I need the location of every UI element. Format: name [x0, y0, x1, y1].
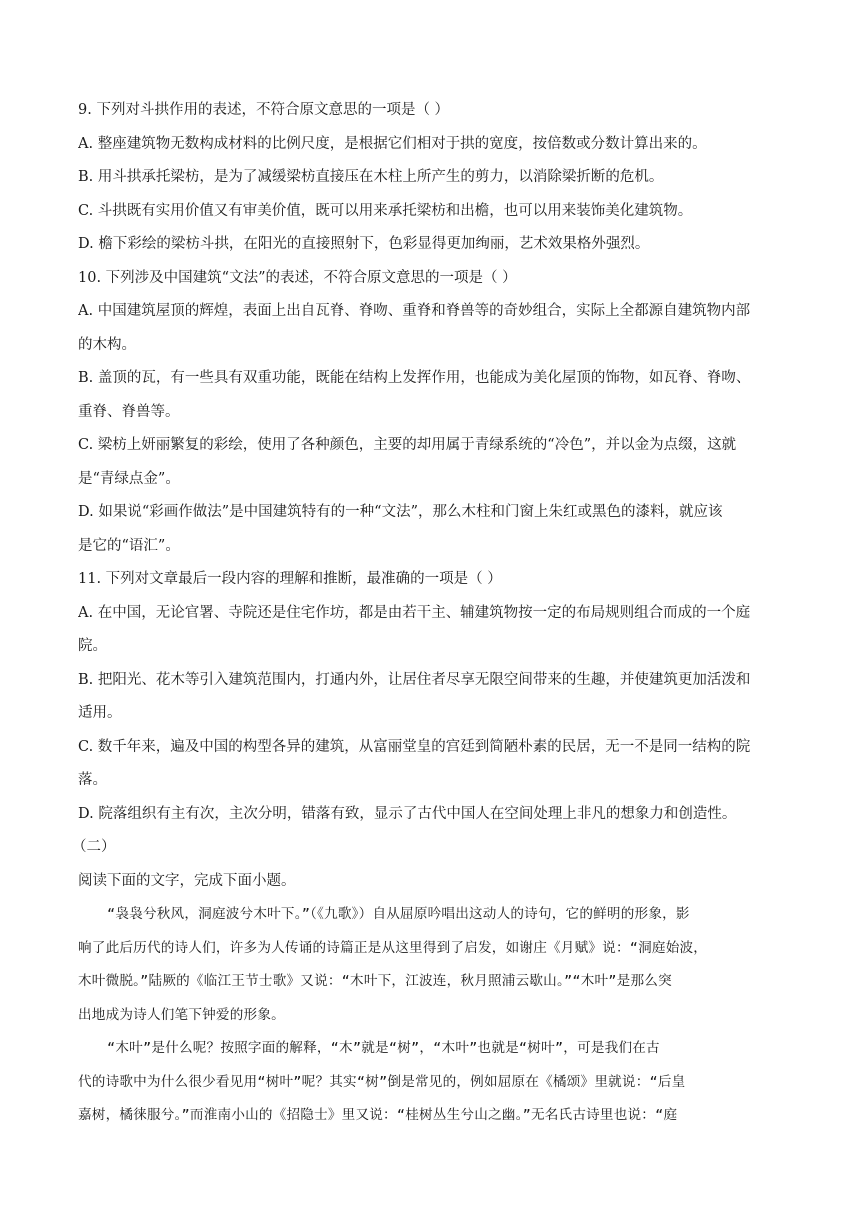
option-b-cont: 重脊、脊兽等。 — [78, 403, 180, 420]
option-d: D. 檐下彩绘的梁枋斗拱，在阳光的直接照射下，色彩显得更加绚丽，艺术效果格外强烈。 — [78, 236, 650, 252]
option-b: B. 用斗拱承托梁枋，是为了减缓梁枋直接压在木柱上所产生的剪力，以消除梁折断的危机。 — [78, 169, 664, 185]
question-stem: 11. 下列对文章最后一段内容的理解和推断，最准确的一项是（ ） — [78, 571, 502, 587]
option-c-cont: 是“青绿点金”。 — [78, 470, 180, 487]
option-d: D. 如果说“彩画作做法”是中国建筑特有的一种“文法”，那么木柱和门窗上朱红或黑色的漆料，就应该 — [78, 504, 723, 520]
passage-line: 出地成为诗人们笔下钟爱的形象。 — [78, 1006, 285, 1023]
option-b: B. 把阳光、花木等引入建筑范围内，打通内外，让居住者尽享无限空间带来的生趣，并使建筑更加活泼和 — [78, 671, 751, 688]
passage-line: 响了此后历代的诗人们，许多为人传诵的诗篇正是从这里得到了启发，如谢庄《月赋》说：“洞庭始波， — [78, 939, 708, 956]
reading-passage — [78, 898, 784, 1133]
question-11 — [78, 563, 784, 831]
question-stem: 10. 下列涉及中国建筑“文法”的表述，不符合原文意思的一项是（ ） — [78, 269, 517, 286]
section-title: （二） — [72, 839, 116, 855]
option-a: A. 在中国，无论官署、寺院还是住宅作坊，都是由若干主、辅建筑物按一定的布局规则组合而成的一个庭 — [78, 604, 751, 621]
option-c-cont: 落。 — [78, 772, 107, 788]
passage-line: 嘉树，橘徕服兮。”而淮南小山的《招隐士》里又说：“桂树丛生兮山之幽。”无名氏古诗里也说：“庭 — [78, 1107, 678, 1123]
option-a-cont: 院。 — [78, 638, 107, 654]
passage-line: “袅袅兮秋风，洞庭波兮木叶下。”（《九歌》）自从屈原吟唱出这动人的诗句，它的鲜明的形象，影 — [107, 906, 690, 922]
option-c: C. 数千年来，遍及中国的构型各异的建筑，从富丽堂皇的宫廷到简陋朴素的民居，无一不是同一结构的院 — [78, 738, 751, 755]
passage-line: 木叶微脱。”陆厥的《临江王节士歌》又说：“木叶下，江波连，秋月照浦云歇山。”“木叶”是那么突 — [78, 973, 672, 989]
option-d: D. 院落组织有主有次，主次分明，错落有致，显示了古代中国人在空间处理上非凡的想象力和创造性。 — [78, 805, 737, 822]
option-c: C. 斗拱既有实用价值又有审美价值，既可以用来承托梁枋和出檐，也可以用来装饰美化建筑物。 — [78, 202, 693, 219]
option-a-cont: 的木构。 — [78, 336, 136, 353]
question-10 — [78, 262, 784, 564]
option-b: B. 盖顶的瓦，有一些具有双重功能，既能在结构上发挥作用，也能成为美化屋顶的饰物，如瓦脊、脊吻、 — [78, 370, 751, 386]
option-b-cont: 适用。 — [78, 705, 122, 721]
passage-line: 代的诗歌中为什么很少看见用“树叶”呢？其实“树”倒是常见的，例如屈原在《橘颂》里就说：“后皇 — [78, 1073, 686, 1090]
option-a: A. 整座建筑物无数构成材料的比例尺度，是根据它们相对于拱的宽度，按倍数或分数计算出来的。 — [78, 135, 707, 152]
option-a: A. 中国建筑屋顶的辉煌，表面上出自瓦脊、脊吻、重脊和脊兽等的奇妙组合，实际上全都源自建筑物内部 — [78, 303, 751, 319]
passage-paragraph-1 — [78, 898, 784, 1032]
document-page — [72, 94, 784, 1133]
question-stem: 9. 下列对斗拱作用的表述，不符合原文意思的一项是（ ） — [78, 102, 450, 118]
question-9 — [78, 94, 784, 262]
option-c: C. 梁枋上妍丽繁复的彩绘，使用了各种颜色，主要的却用属于青绿系统的“冷色”，并以金为点缀，这就 — [78, 437, 737, 453]
option-d-cont: 是它的“语汇”。 — [78, 537, 180, 554]
passage-line: “木叶”是什么呢？按照字面的解释，“木”就是“树”，“木叶”也就是“树叶”，可是我们在古 — [107, 1040, 660, 1056]
reading-instruction: 阅读下面的文字，完成下面小题。 — [78, 872, 296, 889]
passage-paragraph-2 — [78, 1032, 784, 1133]
